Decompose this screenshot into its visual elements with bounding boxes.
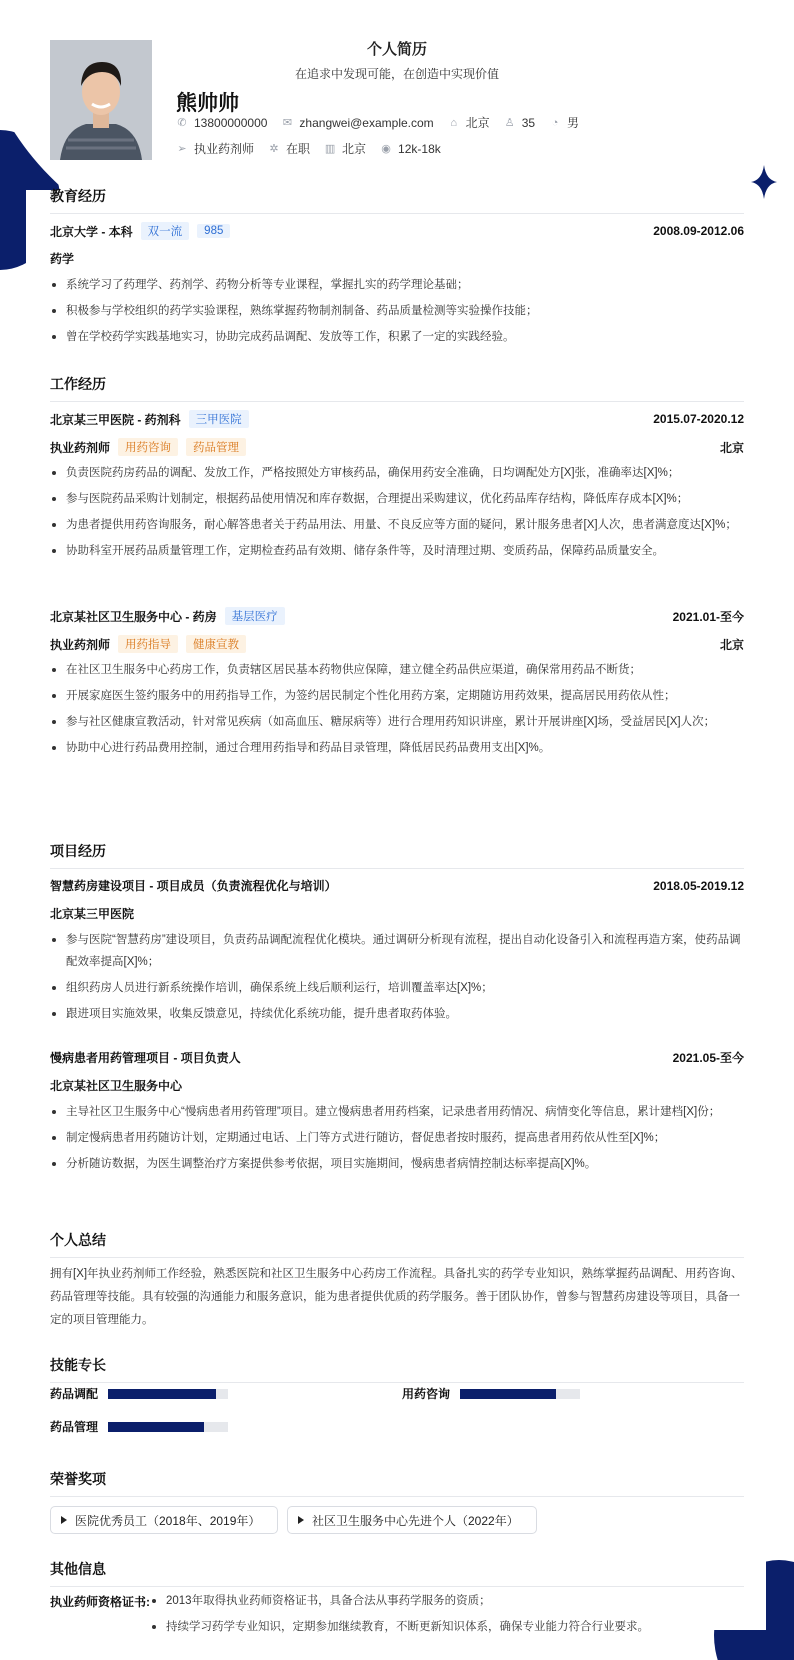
gender-text: 男 xyxy=(567,116,580,130)
project-org-row xyxy=(50,905,744,922)
education-header-row xyxy=(50,222,744,240)
phone-icon: ✆ xyxy=(177,116,187,129)
location-text: 北京 xyxy=(465,116,490,130)
job-bullets xyxy=(50,462,744,566)
intent-row xyxy=(176,140,455,157)
list-item: 跟进项目实施效果，收集反馈意见，持续优化系统功能，提升患者取药体验。 xyxy=(50,1003,744,1025)
job-role-row xyxy=(50,438,744,456)
education-bullets xyxy=(50,274,744,352)
skill-name: 药品调配 xyxy=(50,1387,99,1401)
gender-item xyxy=(549,114,579,131)
status-icon: ✲ xyxy=(269,142,279,155)
list-item: 参与社区健康宣教活动，针对常见疾病（如高血压、糖尿病等）进行合理用药知识讲座，累计开展讲座[X]场，受益居民[X]人次； xyxy=(50,711,744,733)
list-item: 持续学习药学专业知识，定期参加继续教育，不断更新知识体系，确保专业能力符合行业要求。 xyxy=(150,1616,744,1638)
job-period: 2021.01-至今 xyxy=(672,609,744,624)
list-item: 曾在学校药学实践基地实习，协助完成药品调配、发放等工作，积累了一定的实践经验。 xyxy=(50,326,744,348)
status-text: 在职 xyxy=(286,142,311,156)
project-org-row xyxy=(50,1077,744,1094)
project-bullets xyxy=(50,929,744,1029)
company-tag: 基层医疗 xyxy=(225,607,285,625)
role-tag: 用药咨询 xyxy=(118,438,178,456)
job-city: 北京 xyxy=(719,637,744,652)
contact-row xyxy=(176,114,593,131)
salary-item xyxy=(380,142,441,156)
job-role: 执业药剂师 xyxy=(50,440,111,455)
mail-icon: ✉ xyxy=(282,116,293,129)
list-item: 协助科室开展药品质量管理工作，定期检查药品有效期、储存条件等，及时清理过期、变质药品，保障药品质量安全。 xyxy=(50,540,744,562)
job-target-text: 执业药剂师 xyxy=(194,142,255,156)
list-item: 参与医院“智慧药房”建设项目，负责药品调配流程优化模块。通过调研分析现有流程，提出自动化设备引入和流程再造方案，使药品调配效率提高[X]%； xyxy=(50,929,744,973)
project-org: 北京某社区卫生服务中心 xyxy=(50,1079,183,1093)
project-period: 2018.05-2019.12 xyxy=(653,878,744,893)
skill-item xyxy=(402,1385,580,1402)
list-item: 协助中心进行药品费用控制，通过合理用药指导和药品目录管理，降低居民药品费用支出[X]%。 xyxy=(50,737,744,759)
phone-item xyxy=(176,116,267,130)
school-tag: 双一流 xyxy=(141,222,190,240)
award-item xyxy=(287,1506,537,1534)
list-item: 为患者提供用药咨询服务，耐心解答患者关于药品用法、用量、不良反应等方面的疑问，累计服务患者[X]人次，患者满意度达[X]%； xyxy=(50,514,744,536)
list-item: 参与医院药品采购计划制定，根据药品使用情况和库存数据，合理提出采购建议，优化药品库存结构，降低库存成本[X]%； xyxy=(50,488,744,510)
triangle-icon xyxy=(298,1516,304,1524)
work-section xyxy=(50,374,744,754)
age-icon: ♙ xyxy=(504,116,515,129)
major-row xyxy=(50,250,744,267)
list-item: 开展家庭医生签约服务中的用药指导工作，为签约居民制定个性化用药方案，定期随访用药效果，提高居民用药依从性； xyxy=(50,685,744,707)
project-name: 慢病患者用药管理项目 - 项目负责人 xyxy=(50,1051,241,1065)
age-item xyxy=(504,116,535,130)
award-item xyxy=(50,1506,278,1534)
company-name: 北京某三甲医院 - 药剂科 xyxy=(50,412,181,427)
section-title: 荣誉奖项 xyxy=(50,1469,744,1497)
candidate-name: 熊帅帅 xyxy=(176,92,239,115)
section-title: 项目经历 xyxy=(50,841,744,869)
skills-section xyxy=(50,1355,744,1434)
age-text: 35 xyxy=(521,115,536,130)
list-item: 积极参与学校组织的药学实验课程，熟练掌握药物制剂制备、药品质量检测等实验操作技能； xyxy=(50,300,744,322)
location-item xyxy=(448,114,490,131)
skill-bar-fill xyxy=(108,1422,204,1432)
list-item: 组织药房人员进行新系统操作培训，确保系统上线后顺利运行，培训覆盖率达[X]%； xyxy=(50,977,744,999)
role-tag: 用药指导 xyxy=(118,635,178,653)
list-item: 在社区卫生服务中心药房工作，负责辖区居民基本药物供应保障，建立健全药品供应渠道，确保常用药品不断货； xyxy=(50,659,744,681)
project-period: 2021.05-至今 xyxy=(672,1051,744,1065)
awards-section xyxy=(50,1469,744,1528)
award-text: 社区卫生服务中心先进个人（2022年） xyxy=(312,1513,519,1528)
list-item: 2013年取得执业药师资格证书，具备合法从事药学服务的资质； xyxy=(150,1590,744,1612)
school-name: 北京大学 - 本科 xyxy=(50,224,133,239)
role-tag: 药品管理 xyxy=(186,438,246,456)
project-org: 北京某三甲医院 xyxy=(50,907,135,921)
education-period: 2008.09-2012.06 xyxy=(653,224,744,238)
job-target-item xyxy=(176,140,254,157)
list-item: 制定慢病患者用药随访计划，定期通过电话、上门等方式进行随访，督促患者按时服药，提高患者用药依从性至[X]%； xyxy=(50,1127,744,1149)
send-icon: ➢ xyxy=(177,142,187,155)
award-text: 医院优秀员工（2018年、2019年） xyxy=(75,1513,261,1528)
email-item xyxy=(281,116,433,130)
skill-item xyxy=(50,1385,228,1402)
phone-text: 13800000000 xyxy=(194,115,268,130)
section-title: 技能专长 xyxy=(50,1355,744,1383)
other-section xyxy=(50,1559,744,1633)
projects-section xyxy=(50,841,744,1170)
skill-bar-fill xyxy=(108,1389,216,1399)
school-tag: 985 xyxy=(197,224,230,238)
list-item: 主导社区卫生服务中心“慢病患者用药管理”项目。建立慢病患者用药档案，记录患者用药情况、病情变化等信息，累计建档[X]份； xyxy=(50,1101,744,1123)
skill-bar xyxy=(108,1422,228,1432)
salary-text: 12k-18k xyxy=(398,141,441,156)
certificate-label: 执业药师资格证书: xyxy=(50,1595,150,1609)
role-tag: 健康宣教 xyxy=(186,635,246,653)
company-tag: 三甲医院 xyxy=(189,410,249,428)
city-text: 北京 xyxy=(342,142,367,156)
section-title: 工作经历 xyxy=(50,374,744,402)
certificate-bullets xyxy=(150,1590,744,1642)
list-item: 分析随访数据，为医生调整治疗方案提供参考依据，项目实施期间，慢病患者病情控制达标率提高[X]%。 xyxy=(50,1153,744,1175)
project-bullets xyxy=(50,1101,744,1179)
section-title: 个人总结 xyxy=(50,1230,744,1258)
skill-name: 药品管理 xyxy=(50,1420,99,1434)
job-period: 2015.07-2020.12 xyxy=(653,412,744,426)
job-role: 执业药剂师 xyxy=(50,637,111,652)
list-item: 系统学习了药理学、药剂学、药物分析等专业课程，掌握扎实的药学理论基础； xyxy=(50,274,744,296)
list-item: 负责医院药房药品的调配、发放工作，严格按照处方审核药品，确保用药安全准确，日均调配处方[X]张，准确率达[X]%； xyxy=(50,462,744,484)
summary-text: 拥有[X]年执业药剂师工作经验，熟悉医院和社区卫生服务中心药房工作流程。具备扎实的药学专业知识，熟练掌握药品调配、用药咨询、药品管理等技能。具有较强的沟通能力和服务意识，能为患者提供优质的药学服务。善于团队协作，曾参与智慧药房建设等项目，具备一定的项目管理能力。 xyxy=(50,1268,743,1326)
star-icon xyxy=(751,165,777,199)
skill-bar-fill xyxy=(460,1389,556,1399)
project-name: 智慧药房建设项目 - 项目成员（负责流程优化与培训） xyxy=(50,879,337,893)
job-header-row xyxy=(50,607,744,625)
salary-icon: ◉ xyxy=(381,142,391,155)
resume-motto: 在追求中发现可能，在创造中实现价值 xyxy=(294,67,499,81)
building-icon: ▥ xyxy=(324,142,336,155)
gender-icon: ◔ xyxy=(551,116,559,129)
email-text: zhangwei@example.com xyxy=(299,115,434,130)
company-name: 北京某社区卫生服务中心 - 药房 xyxy=(50,609,217,624)
job-header-row xyxy=(50,410,744,428)
home-icon: ⌂ xyxy=(450,116,457,129)
job-city: 北京 xyxy=(719,440,744,455)
major-name: 药学 xyxy=(50,252,75,266)
section-title: 其他信息 xyxy=(50,1559,744,1587)
project-header-row xyxy=(50,1049,744,1066)
section-title: 教育经历 xyxy=(50,186,744,214)
job-role-row xyxy=(50,635,744,653)
skill-bar xyxy=(108,1389,228,1399)
skill-item xyxy=(50,1418,228,1435)
job-bullets xyxy=(50,659,744,763)
education-section xyxy=(50,186,744,343)
status-item xyxy=(268,140,310,157)
project-header-row xyxy=(50,877,744,894)
skill-name: 用药咨询 xyxy=(402,1387,451,1401)
triangle-icon xyxy=(61,1516,67,1524)
city-item xyxy=(324,140,366,157)
resume-title: 个人简历 xyxy=(366,41,427,58)
summary-section xyxy=(50,1230,744,1326)
skill-bar xyxy=(460,1389,580,1399)
